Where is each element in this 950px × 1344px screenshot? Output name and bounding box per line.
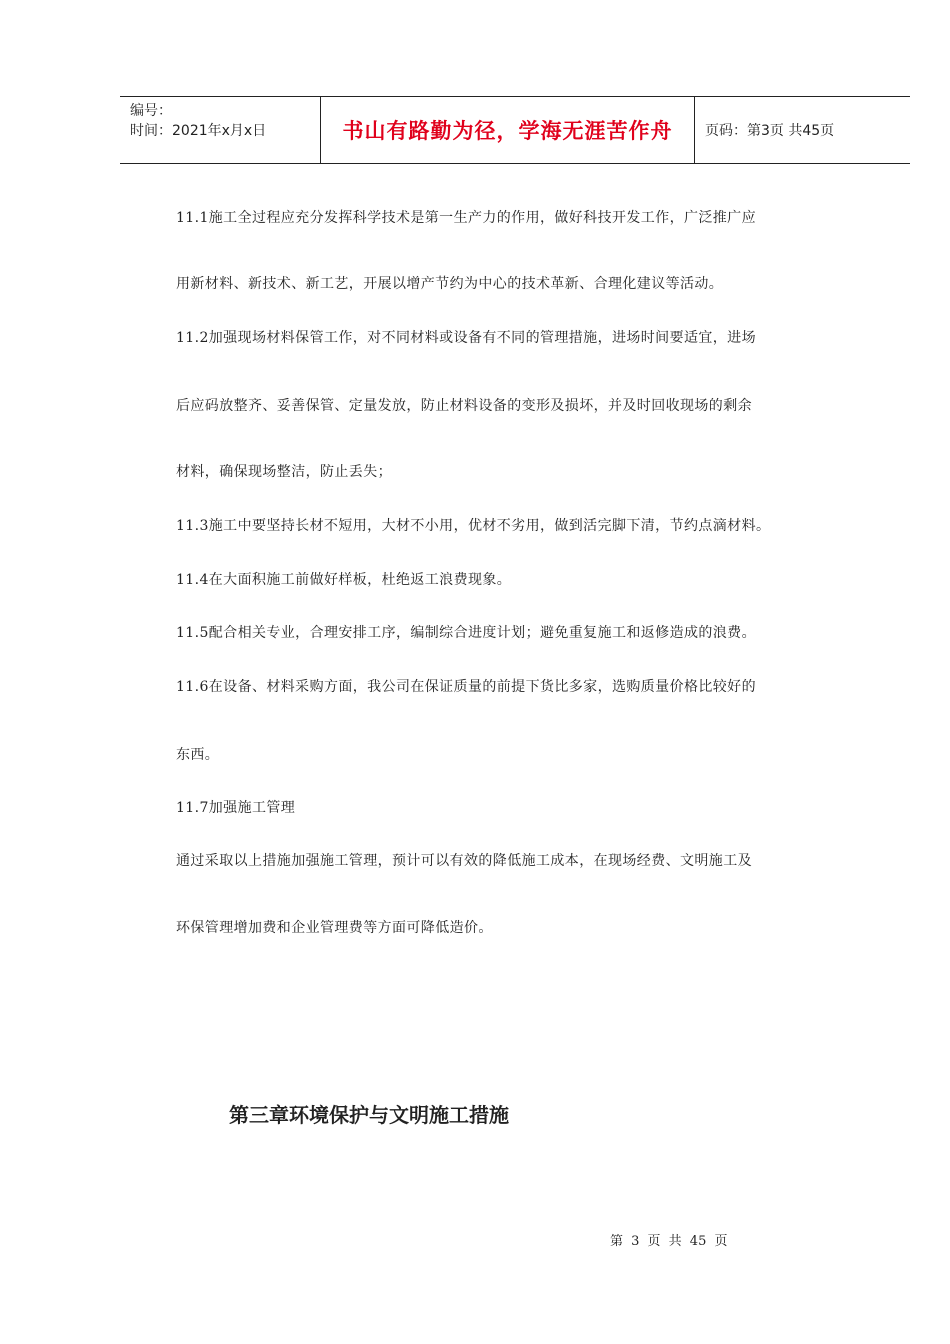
paragraph-line: 材料，确保现场整洁，防止丢失； — [176, 464, 392, 480]
paragraph-line: 通过采取以上措施加强施工管理，预计可以有效的降低施工成本，在现场经费、文明施工及 — [176, 853, 752, 869]
paragraph-line: 11.2加强现场材料保管工作，对不同材料或设备有不同的管理措施，进场时间要适宜，进场 — [176, 330, 756, 346]
header-motto-cell — [321, 97, 695, 163]
header-page-cell — [695, 97, 910, 163]
document-code-label: 编号： — [130, 103, 172, 119]
paragraph-line: 11.5配合相关专业，合理安排工序，编制综合进度计划；避免重复施工和返修造成的浪费。 — [176, 625, 756, 641]
header-motto: 书山有路勤为径，学海无涯苦作舟 — [342, 119, 673, 143]
paragraph-line: 11.3施工中要坚持长材不短用，大材不小用，优材不劣用，做到活完脚下清，节约点滴材料。 — [176, 518, 771, 534]
paragraph-line: 11.1施工全过程应充分发挥科学技术是第一生产力的作用，做好科技开发工作，广泛推广应 — [176, 210, 756, 226]
paragraph-line: 后应码放整齐、妥善保管、定量发放，防止材料设备的变形及损坏，并及时回收现场的剩余 — [176, 398, 752, 414]
paragraph-line: 11.7加强施工管理 — [176, 800, 296, 816]
paragraph-line: 东西。 — [176, 747, 220, 763]
document-time-label: 时间：2021年x月x日 — [130, 123, 267, 139]
paragraph-line: 环保管理增加费和企业管理费等方面可降低造价。 — [176, 920, 493, 936]
page-footer: 第 3 页 共 45 页 — [610, 1234, 728, 1249]
paragraph-line: 11.4在大面积施工前做好样板，杜绝返工浪费现象。 — [176, 572, 512, 588]
paragraph-line: 11.6在设备、材料采购方面，我公司在保证质量的前提下货比多家，选购质量价格比较好的 — [176, 679, 756, 695]
header-meta-cell — [120, 97, 321, 163]
header-page-number: 页码：第3页 共45页 — [705, 123, 835, 139]
chapter-title: 第三章环境保护与文明施工措施 — [229, 1103, 509, 1127]
paragraph-line: 用新材料、新技术、新工艺，开展以增产节约为中心的技术革新、合理化建议等活动。 — [176, 276, 724, 292]
page-header — [120, 96, 910, 164]
